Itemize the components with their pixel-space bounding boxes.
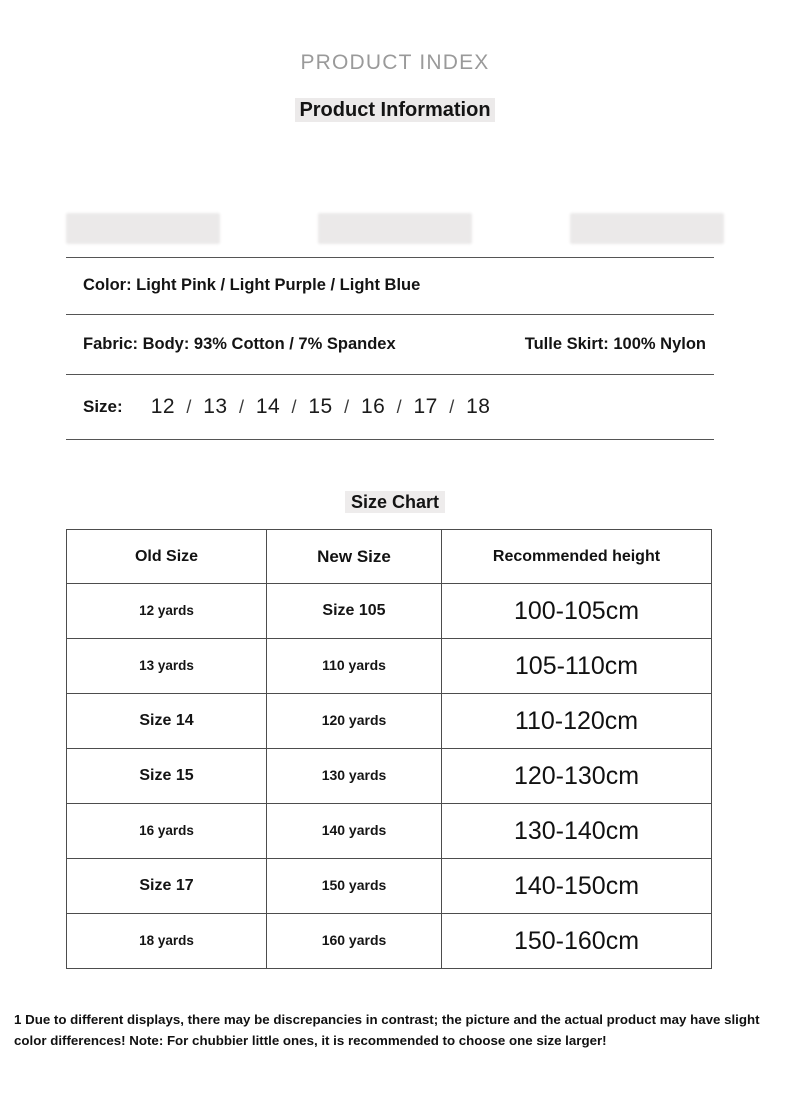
cell-height: 130-140cm xyxy=(513,816,640,845)
cell-new-size: 120 yards xyxy=(321,712,387,728)
size-option-6: 17 xyxy=(413,395,438,418)
fabric-tulle-label: Tulle Skirt: 100% Nylon xyxy=(524,335,706,353)
size-separator-2: / xyxy=(238,397,245,417)
spec-row-size xyxy=(66,374,714,440)
cell-old-size: Size 17 xyxy=(139,877,194,894)
cell-height: 100-105cm xyxy=(513,596,640,625)
size-option-3: 14 xyxy=(255,395,281,418)
page-title-text: Product Information xyxy=(295,98,494,122)
page-title xyxy=(0,99,790,122)
size-values xyxy=(151,395,491,419)
size-label: Size: xyxy=(83,397,123,416)
fabric-label: Fabric: Body: 93% Cotton / 7% Spandex xyxy=(83,335,396,353)
cell-new-size: 110 yards xyxy=(322,657,386,673)
cell-new-size: 140 yards xyxy=(321,822,387,838)
cell-new-size: 150 yards xyxy=(321,877,387,893)
column-header-new-size: New Size xyxy=(317,546,391,566)
size-separator-3: / xyxy=(291,397,298,417)
cell-old-size: 13 yards xyxy=(139,658,194,673)
cell-old-size: 18 yards xyxy=(139,933,194,948)
table-row xyxy=(67,749,712,804)
placeholder-chip-2 xyxy=(318,213,472,244)
cell-old-size: 12 yards xyxy=(139,603,194,618)
cell-new-size: 130 yards xyxy=(321,767,387,783)
spec-row-fabric xyxy=(66,314,714,374)
size-separator-5: / xyxy=(396,397,403,417)
cell-height: 140-150cm xyxy=(513,871,640,900)
size-separator-6: / xyxy=(449,397,455,417)
cell-old-size: 16 yards xyxy=(139,823,194,838)
size-option-1: 12 xyxy=(150,395,176,418)
cell-new-size: Size 105 xyxy=(322,602,386,619)
cell-height: 120-130cm xyxy=(513,761,640,790)
cell-old-size: Size 15 xyxy=(139,767,194,784)
size-separator-1: / xyxy=(186,397,192,417)
table-row xyxy=(67,914,712,969)
size-separator-4: / xyxy=(344,397,350,417)
table-row xyxy=(67,804,712,859)
size-chart-table xyxy=(66,529,712,969)
table-header-row xyxy=(67,530,712,584)
size-option-4: 15 xyxy=(308,395,333,418)
cell-height: 105-110cm xyxy=(514,651,639,680)
spec-row-color xyxy=(66,257,714,313)
cell-old-size: Size 14 xyxy=(139,712,194,729)
size-chart-title xyxy=(0,492,790,513)
size-option-2: 13 xyxy=(203,395,228,418)
page-index-title: PRODUCT INDEX xyxy=(300,51,490,74)
blurred-placeholder-row xyxy=(66,213,724,244)
column-header-recommended-height: Recommended height xyxy=(492,547,661,565)
table-row xyxy=(67,584,712,639)
placeholder-chip-1 xyxy=(66,213,220,244)
size-option-5: 16 xyxy=(360,395,386,418)
column-header-old-size: Old Size xyxy=(134,547,199,565)
table-row xyxy=(67,859,712,914)
cell-new-size: 160 yards xyxy=(321,932,387,948)
table-row xyxy=(67,694,712,749)
table-row xyxy=(67,639,712,694)
placeholder-chip-3 xyxy=(570,213,724,244)
cell-height: 110-120cm xyxy=(514,706,639,735)
cell-height: 150-160cm xyxy=(513,926,640,955)
size-option-7: 18 xyxy=(466,395,491,418)
size-chart-title-text: Size Chart xyxy=(345,491,445,513)
footer-disclaimer: 1 Due to different displays, there may be discrepancies in contrast; the picture and the actual product may have slight color differences! Note: For chubbier little ones, it is recommended to choose one size larger! xyxy=(14,1012,760,1048)
color-label: Color: Light Pink / Light Purple / Light Blue xyxy=(83,276,421,294)
